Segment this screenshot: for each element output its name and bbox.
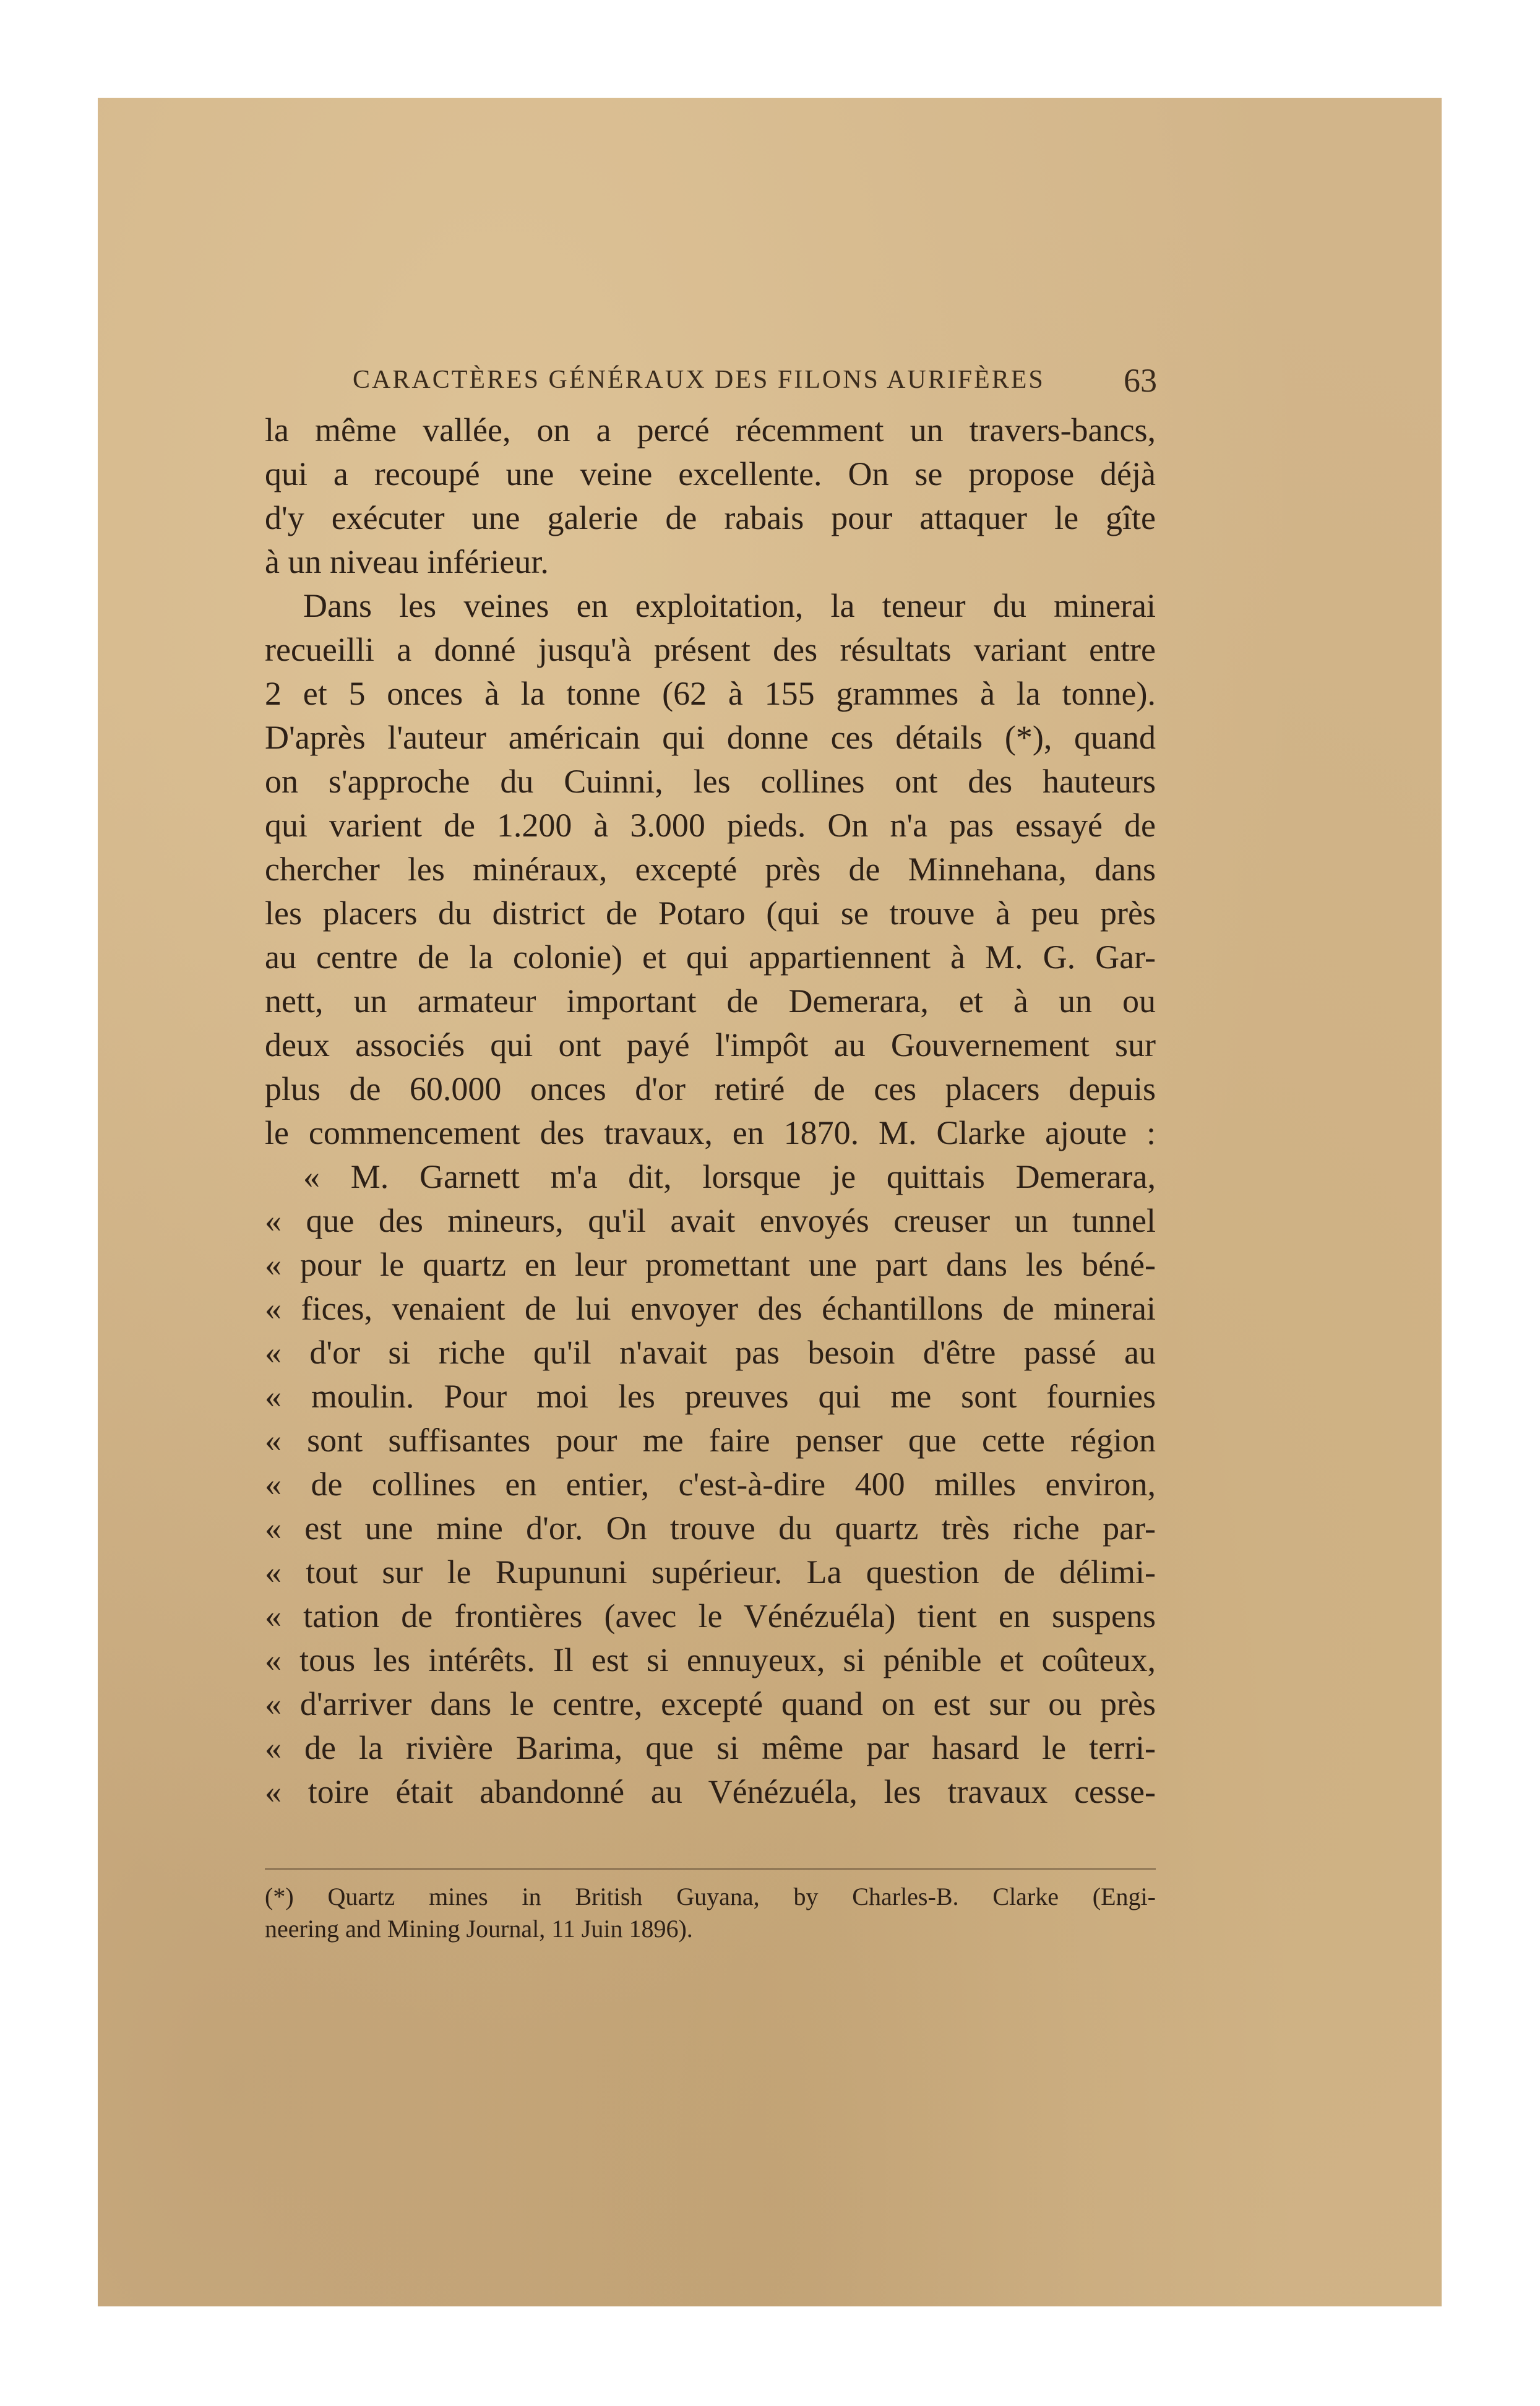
text-line: « de collines en entier, c'est-à-dire 400 milles environ, [265,1466,1156,1503]
text-line: « est une mine d'or. On trouve du quartz très riche par- [265,1510,1156,1547]
text-line: « tout sur le Rupununi supérieur. La question de délimi- [265,1553,1156,1591]
text-line: « moulin. Pour moi les preuves qui me sont fournies [265,1378,1156,1415]
page-number: 63 [1124,362,1157,399]
text-line: chercher les minéraux, excepté près de Minnehana, dans [265,851,1156,888]
running-title: CARACTÈRES GÉNÉRAUX DES FILONS AURIFÈRES [353,366,1045,394]
text-line: la même vallée, on a percé récemment un travers-bancs, [265,411,1156,449]
body-text [265,408,1156,1814]
text-line: qui a recoupé une veine excellente. On se propose déjà [265,455,1156,492]
text-line: D'après l'auteur américain qui donne ces détails (*), quand [265,719,1156,756]
text-line: « tous les intérêts. Il est si ennuyeux, si pénible et coûteux, [265,1641,1156,1678]
text-line: « fices, venaient de lui envoyer des échantillons de minerai [265,1290,1156,1327]
text-line: « d'or si riche qu'il n'avait pas besoin d'être passé au [265,1334,1156,1371]
text-line: d'y exécuter une galerie de rabais pour attaquer le gîte [265,499,1156,536]
page-header [353,361,1157,405]
text-line: les placers du district de Potaro (qui se trouve à peu près [265,895,1156,932]
text-line: « de la rivière Barima, que si même par hasard le terri- [265,1729,1156,1766]
text-line: qui varient de 1.200 à 3.000 pieds. On n'a pas essayé de [265,807,1156,844]
text-line: « que des mineurs, qu'il avait envoyés creuser un tunnel [265,1202,1156,1239]
text-line: nett, un armateur important de Demerara, et à un ou [265,982,1156,1020]
text-line: « d'arriver dans le centre, excepté quand on est sur ou près [265,1685,1156,1722]
footnote-line: (*) Quartz mines in British Guyana, by Charles-B. Clarke (Engi- [265,1883,1156,1910]
footnote-divider [265,1868,1156,1870]
text-line: Dans les veines en exploitation, la teneur du minerai [303,587,1156,624]
text-line: « toire était abandonné au Vénézuéla, les travaux cesse- [265,1773,1156,1810]
text-line: « sont suffisantes pour me faire penser que cette région [265,1422,1156,1459]
text-line: au centre de la colonie) et qui appartiennent à M. G. Gar- [265,939,1156,976]
text-line: le commencement des travaux, en 1870. M. Clarke ajoute : [265,1114,1156,1151]
text-line: on s'approche du Cuinni, les collines ont des hauteurs [265,763,1156,800]
text-line: « tation de frontières (avec le Vénézuéla) tient en suspens [265,1597,1156,1635]
text-line: recueilli a donné jusqu'à présent des résultats variant entre [265,631,1156,668]
footnote-line: neering and Mining Journal, 11 Juin 1896). [265,1915,693,1943]
text-line: à un niveau inférieur. [265,543,549,580]
text-line: « M. Garnett m'a dit, lorsque je quittais Demerara, [303,1158,1156,1195]
text-line: plus de 60.000 onces d'or retiré de ces placers depuis [265,1070,1156,1107]
text-line: « pour le quartz en leur promettant une part dans les béné- [265,1246,1156,1283]
text-line: deux associés qui ont payé l'impôt au Gouvernement sur [265,1026,1156,1063]
footnote [265,1881,1156,1945]
text-line: 2 et 5 onces à la tonne (62 à 155 grammes à la tonne). [265,675,1156,712]
